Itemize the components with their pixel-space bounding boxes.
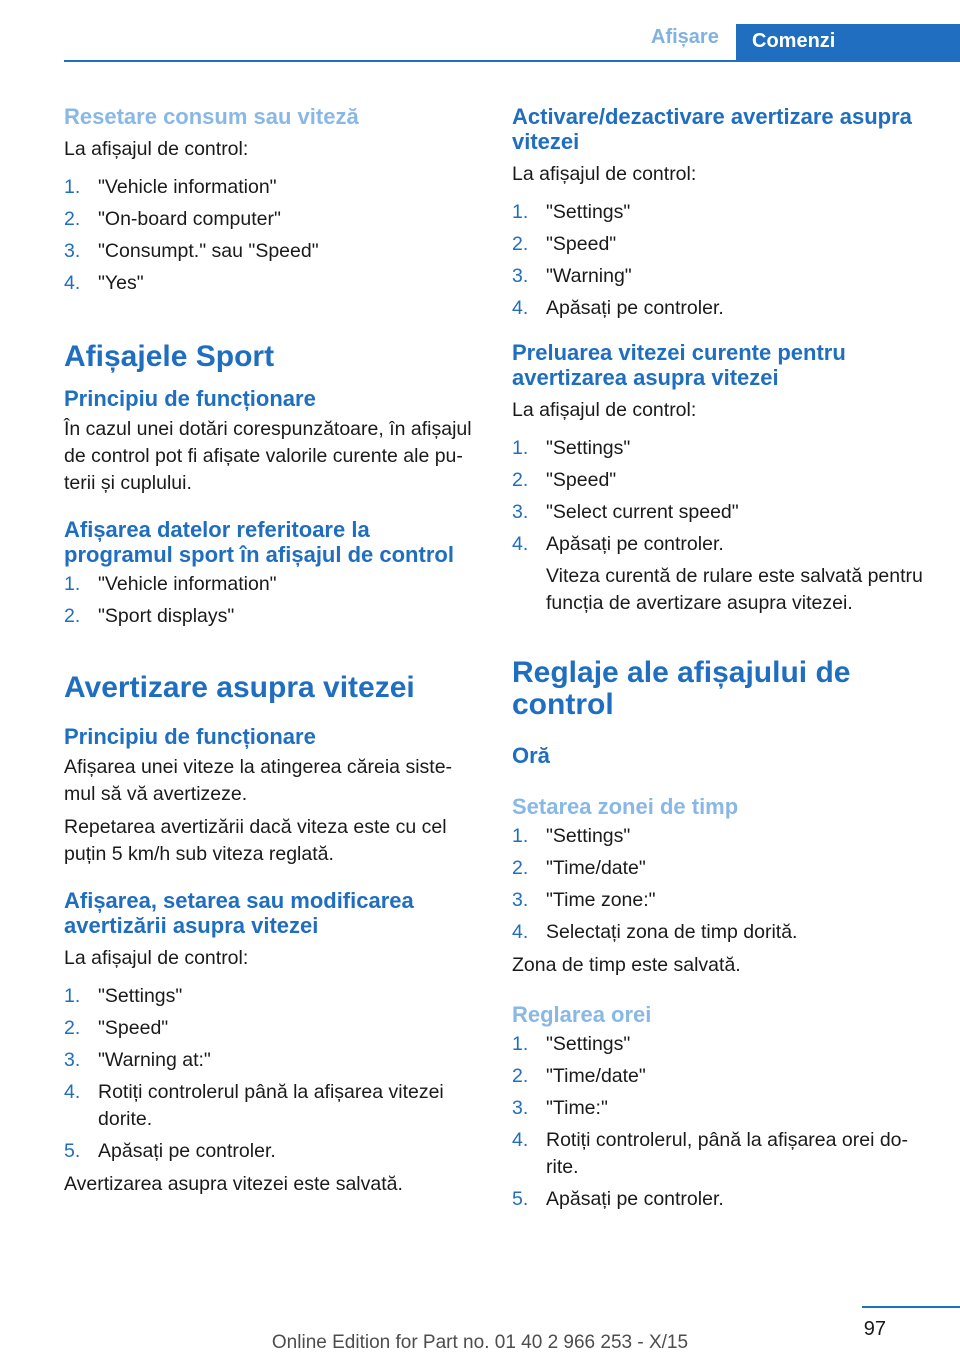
toggle-intro: La afișajul de control: (512, 163, 697, 185)
list-item: 2. "Speed" (512, 469, 617, 491)
right-column (512, 100, 932, 1218)
list-item: 3. "Time:" (512, 1097, 608, 1119)
speed-warning-intro: La afișajul de control: (64, 947, 249, 969)
list-item: 4. Selectați zona de timp dorită. (512, 921, 798, 943)
list-item: 4. Apăsați pe controler. (512, 297, 724, 319)
speed-warning-principle-text-1: Afișarea unei viteze la atingerea căreia siste- mul să vă avertizeze. (64, 756, 453, 805)
sport-principle-title: Principiu de funcționare (64, 386, 316, 411)
reset-steps (64, 174, 480, 297)
list-item: 3. "Consumpt." sau "Speed" (64, 240, 319, 262)
reset-title: Resetare consum sau viteză (64, 104, 359, 129)
list-item: 4. Rotiți controlerul, până la afișarea orei do- rite. (512, 1129, 909, 1178)
speed-warning-principle-text-2: Repetarea avertizării dacă viteza este cu cel puțin 5 km/h sub viteza reglată. (64, 816, 447, 865)
section-label: Afișare (651, 26, 719, 48)
list-item: 3. "Time zone:" (512, 889, 656, 911)
sport-steps (64, 571, 480, 630)
speed-warning-principle-title: Principiu de funcționare (64, 724, 316, 749)
list-item: 5. Apăsați pe controler. (64, 1140, 276, 1162)
list-item: 4. Rotiți controlerul până la afișarea vitezei dorite. (64, 1081, 444, 1130)
reset-intro: La afișajul de control: (64, 138, 249, 160)
list-item: 1. "Vehicle information" (64, 573, 277, 595)
sport-title: Afișajele Sport (64, 340, 275, 373)
speed-warning-outro: Avertizarea asupra vitezei este salvată. (64, 1173, 403, 1195)
speed-warning-steps (64, 983, 480, 1165)
left-column (64, 100, 480, 1199)
chapter-label: Comenzi (736, 24, 960, 62)
list-item: 2. "On-board computer" (64, 208, 281, 230)
time-steps (512, 1031, 932, 1213)
list-item: 1. "Vehicle information" (64, 176, 277, 198)
list-item: 3. "Select current speed" (512, 501, 739, 523)
list-item: 2. "Sport displays" (64, 605, 235, 627)
timezone-outro: Zona de timp este salvată. (512, 954, 741, 976)
list-item: 3. "Warning" (512, 265, 632, 287)
take-speed-note: Viteza curentă de rulare este salvată pentru funcția de avertizare asupra vitezei. (546, 565, 923, 614)
toggle-steps (512, 199, 932, 322)
take-speed-intro: La afișajul de control: (512, 399, 697, 421)
clock-title: Oră (512, 743, 550, 768)
header-divider (64, 60, 960, 62)
list-item: 2. "Time/date" (512, 1065, 646, 1087)
page-header (0, 0, 960, 62)
list-item: 2. "Speed" (512, 233, 617, 255)
take-speed-steps (512, 435, 932, 558)
speed-warning-set-title: Afișarea, setarea sau modificarea avertizării asupra vitezei (64, 888, 414, 938)
list-item: 3. "Warning at:" (64, 1049, 211, 1071)
list-item: 1. "Settings" (512, 201, 631, 223)
list-item: 1. "Settings" (512, 825, 631, 847)
timezone-title: Setarea zonei de timp (512, 794, 739, 819)
time-title: Reglarea orei (512, 1002, 652, 1027)
list-item: 5. Apăsați pe controler. (512, 1188, 724, 1210)
list-item: 1. "Settings" (64, 985, 183, 1007)
page-number: 97 (863, 1318, 886, 1340)
footer-divider (862, 1306, 960, 1308)
list-item: 2. "Time/date" (512, 857, 646, 879)
display-settings-title: Reglaje ale afișajului de control (512, 656, 851, 721)
list-item: 4. Apăsați pe controler. (512, 533, 724, 555)
sport-display-title: Afișarea datelor referitoare la programul sport în afișajul de control (64, 517, 454, 567)
list-item: 1. "Settings" (512, 1033, 631, 1055)
sport-principle-text: În cazul unei dotări corespunzătoare, în afișajul de control pot fi afișate valorile curente ale pu- terii și cuplului. (64, 418, 472, 494)
edition-text: Online Edition for Part no. 01 40 2 966 253 - X/15 (271, 1332, 689, 1353)
timezone-steps (512, 823, 932, 946)
toggle-title: Activare/dezactivare avertizare asupra vitezei (512, 104, 912, 154)
list-item: 1. "Settings" (512, 437, 631, 459)
take-speed-title: Preluarea vitezei curente pentru avertizarea asupra vitezei (512, 340, 846, 390)
list-item: 4. "Yes" (64, 272, 144, 294)
speed-warning-title: Avertizare asupra vitezei (64, 671, 415, 704)
list-item: 2. "Speed" (64, 1017, 169, 1039)
